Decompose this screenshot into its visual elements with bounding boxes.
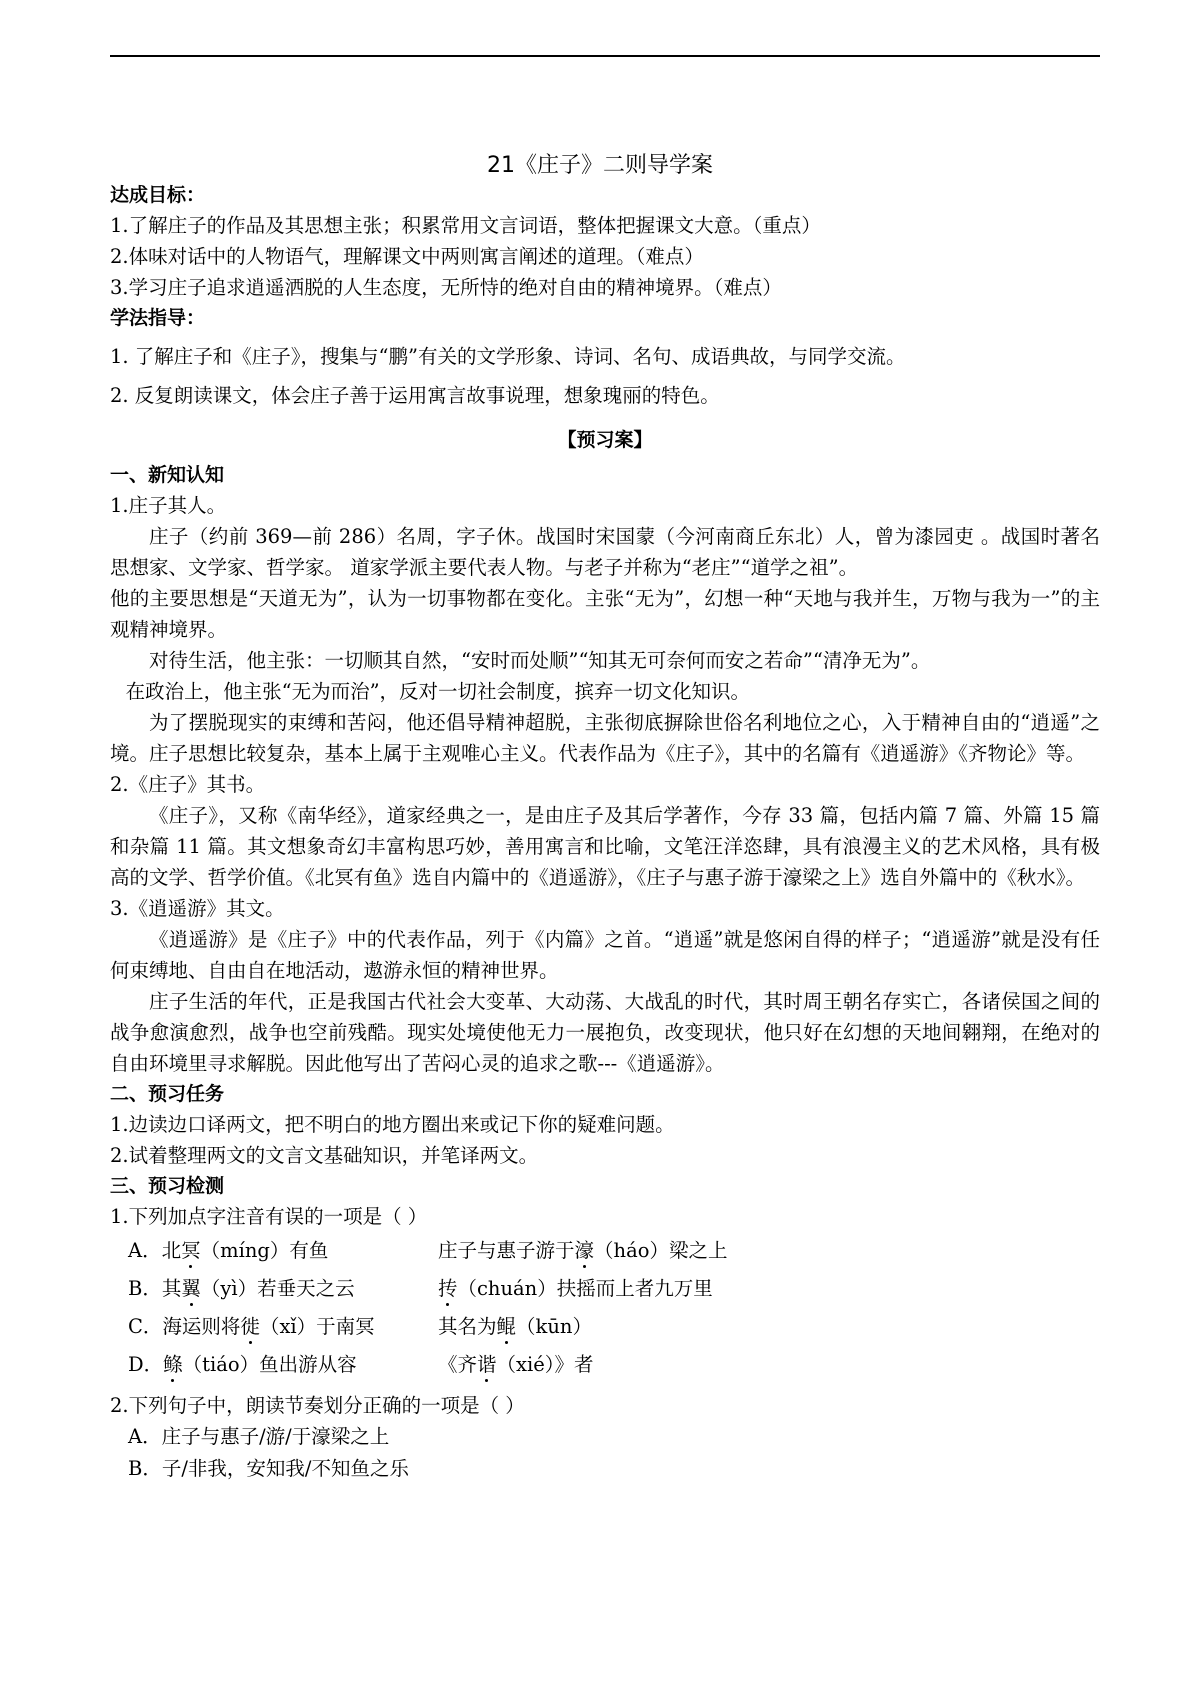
option-right: 抟（chuán）扶摇而上者九万里 xyxy=(438,1277,713,1300)
goal-item: 3.学习庄子追求逍遥洒脱的人生态度，无所恃的绝对自由的精神境界。（难点） xyxy=(110,276,782,299)
paragraph-thought: 他的主要思想是“天道无为”，认为一切事物都在变化。主张“无为”，幻想一种“天地与我并生，万物与我为一”的主观精神境界。 xyxy=(110,587,1100,641)
question-1-option xyxy=(110,1270,1100,1308)
method-item: 1. 了解庄子和《庄子》，搜集与“鹏”有关的文学形象、诗词、名句、成语典故，与同学交流。 xyxy=(110,345,906,368)
dotted-char: 抟 xyxy=(438,1277,458,1300)
question-2-option: B．子/非我，安知我/不知鱼之乐 xyxy=(128,1457,409,1480)
question-1-option xyxy=(110,1346,1100,1384)
dotted-char: 冥 xyxy=(181,1239,201,1262)
option-left: B．其翼（yì）若垂天之云 xyxy=(128,1277,355,1300)
paragraph-book: 《庄子》，又称《南华经》，道家经典之一，是由庄子及其后学著作，今存 33 篇，包括内篇 7 篇、外篇 15 篇和杂篇 11 篇。其文想象奇幻丰富构思巧妙，善用寓言和比喻，文笔汪洋恣肆，具有浪漫主义的艺术风格，具有极高的文学、哲学价值。《北冥有鱼》选自内篇中的《逍遥游》，《庄子与惠子游于濠梁之上》选自外篇中的《秋水》。 xyxy=(110,804,1100,889)
subheading-person: 1.庄子其人。 xyxy=(110,494,227,517)
dotted-char: 鲲 xyxy=(496,1315,517,1338)
subheading-book: 2.《庄子》其书。 xyxy=(110,773,266,796)
goal-item: 1.了解庄子的作品及其思想主张；积累常用文言词语，整体把握课文大意。（重点） xyxy=(110,214,821,237)
section2-heading: 二、预习任务 xyxy=(110,1083,225,1105)
subheading-text: 3.《逍遥游》其文。 xyxy=(110,897,285,920)
method-heading: 学法指导： xyxy=(110,307,206,329)
task-item: 1.边读边口译两文，把不明白的地方圈出来或记下你的疑难问题。 xyxy=(110,1113,675,1136)
section1-heading: 一、新知认知 xyxy=(110,464,225,486)
question-1-option xyxy=(110,1232,1100,1270)
dotted-char: 谐 xyxy=(477,1353,497,1376)
goals-heading: 达成目标： xyxy=(110,184,206,206)
option-left: C．海运则将徙（xǐ）于南冥 xyxy=(128,1315,375,1338)
question-1-stem: 1.下列加点字注音有误的一项是（ ） xyxy=(110,1205,428,1228)
page-title: 21《庄子》二则导学案 xyxy=(487,153,713,178)
paragraph-bio: 庄子（约前 369—前 286）名周，字子休。战国时宋国蒙（今河南商丘东北）人，曾为漆园吏 。战国时著名思想家、文学家、哲学家。 道家学派主要代表人物。与老子并称为“老庄”“道学之祖”。 xyxy=(110,525,1100,579)
goal-item: 2.体味对话中的人物语气，理解课文中两则寓言阐述的道理。（难点） xyxy=(110,245,704,268)
option-left: D．鲦（tiáo）鱼出游从容 xyxy=(128,1353,357,1376)
paragraph-spirit: 为了摆脱现实的束缚和苦闷，他还倡导精神超脱，主张彻底摒除世俗名利地位之心，入于精神自由的“逍遥”之境。庄子思想比较复杂，基本上属于主观唯心主义。代表作品为《庄子》，其中的名篇有《逍遥游》《齐物论》等。 xyxy=(110,711,1100,765)
option-left: A．北冥（míng）有鱼 xyxy=(128,1239,329,1262)
dotted-char: 濠 xyxy=(574,1239,595,1262)
preview-heading: 【预习案】 xyxy=(557,429,653,451)
header-rule xyxy=(110,55,1100,57)
paragraph-life: 对待生活，他主张：一切顺其自然，“安时而处顺”“知其无可奈何而安之若命”“清净无为”。 xyxy=(149,649,931,672)
section3-heading: 三、预习检测 xyxy=(110,1175,225,1197)
option-right: 其名为鲲（kūn） xyxy=(438,1315,592,1338)
question-2-stem: 2.下列句子中，朗读节奏划分正确的一项是（ ） xyxy=(110,1394,525,1417)
paragraph-xiaoyao: 《逍遥游》是《庄子》中的代表作品，列于《内篇》之首。“逍遥”就是悠闲自得的样子；“逍遥游”就是没有任何束缚地、自由自在地活动，遨游永恒的精神世界。 xyxy=(110,928,1100,982)
document-body xyxy=(110,180,1100,1485)
dotted-char: 徙 xyxy=(240,1315,260,1338)
task-item: 2.试着整理两文的文言文基础知识，并笔译两文。 xyxy=(110,1144,539,1167)
paragraph-era: 庄子生活的年代，正是我国古代社会大变革、大动荡、大战乱的时代，其时周王朝名存实亡，各诸侯国之间的战争愈演愈烈，战争也空前残酷。现实处境使他无力一展抱负，改变现状，他只好在幻想的天地间翱翔，在绝对的自由环境里寻求解脱。因此他写出了苦闷心灵的追求之歌---《逍遥游》。 xyxy=(110,990,1100,1075)
dotted-char: 鲦 xyxy=(163,1353,183,1376)
method-item: 2. 反复朗读课文，体会庄子善于运用寓言故事说理，想象瑰丽的特色。 xyxy=(110,384,720,407)
paragraph-politics: 在政治上，他主张“无为而治”，反对一切社会制度，摈弃一切文化知识。 xyxy=(125,680,751,703)
question-2-option: A．庄子与惠子/游/于濠梁之上 xyxy=(128,1425,390,1448)
option-right: 庄子与惠子游于濠（háo）梁之上 xyxy=(438,1239,728,1262)
option-right: 《齐谐（xié）》者 xyxy=(438,1353,594,1376)
dotted-char: 翼 xyxy=(181,1277,201,1300)
question-1-option xyxy=(110,1308,1100,1346)
